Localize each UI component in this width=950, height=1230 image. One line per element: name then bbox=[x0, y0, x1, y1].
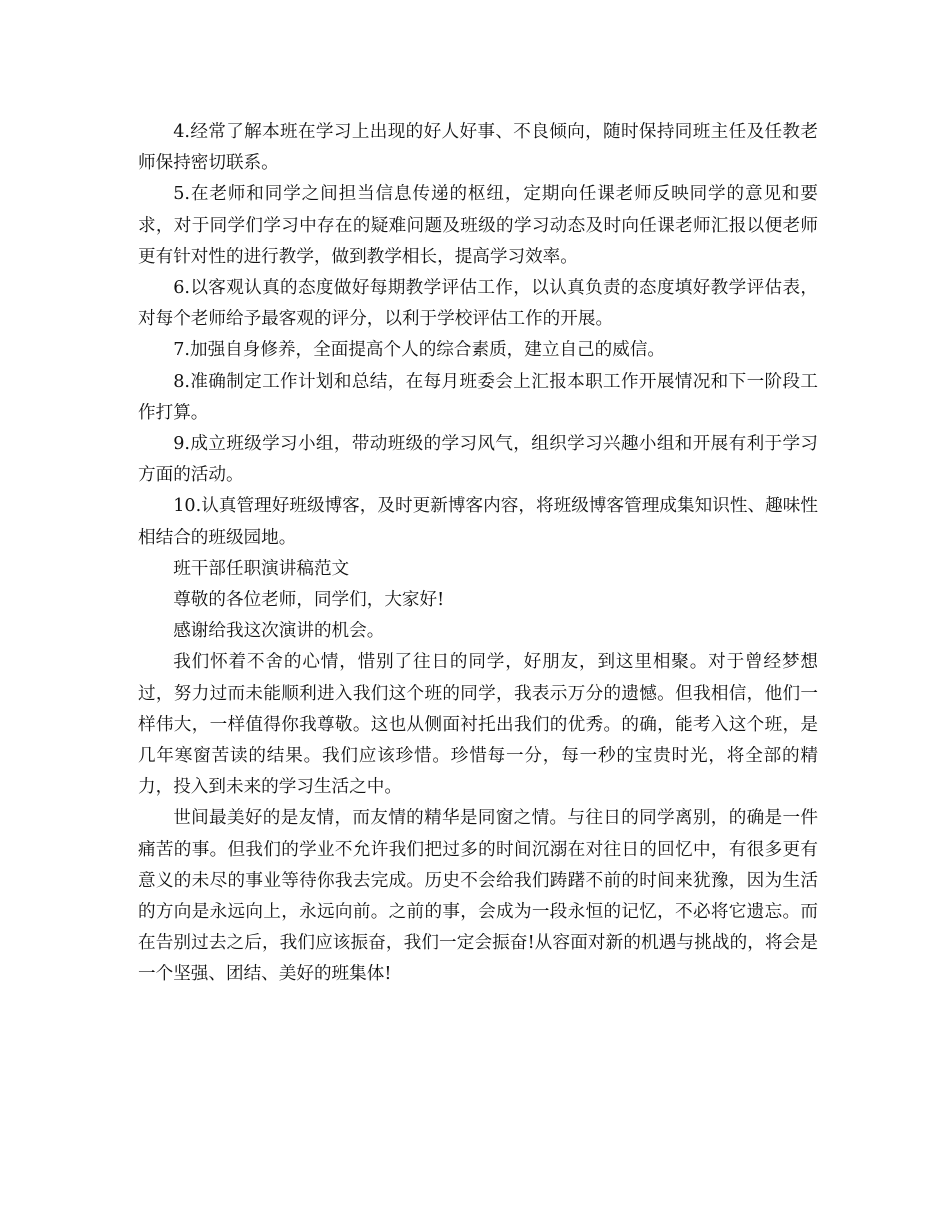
thanks-line: 感谢给我这次演讲的机会。 bbox=[173, 621, 385, 642]
paragraph-item-5: 5.在老师和同学之间担当信息传递的枢纽，定期向任课老师反映同学的意见和要求，对于同学们学习中存在的疑难问题及班级的学习动态及时向任课老师汇报以便老师更有针对性的进行教学，做到教学相长，提高学习效率。 bbox=[138, 184, 818, 267]
document-body bbox=[138, 117, 818, 991]
speech-paragraph: 世间最美好的是友情，而友情的精华是同窗之情。与往日的同学离别，的确是一件痛苦的事。但我们的学业不允许我们把过多的时间沉溺在对往日的回忆中，有很多更有意义的未尽的事业等待你我去完成。历史不会给我们踌躇不前的时间来犹豫，因为生活的方向是永远向上，永远向前。之前的事，会成为一段永恒的记忆，不必将它遗忘。而在告别过去之后，我们应该振奋，我们一定会振奋!从容面对新的机遇与挑战的，将会是一个坚强、团结、美好的班集体! bbox=[138, 808, 818, 985]
paragraph-item-6: 6.以客观认真的态度做好每期教学评估工作，以认真负责的态度填好教学评估表，对每个老师给予最客观的评分，以利于学校评估工作的开展。 bbox=[138, 278, 818, 330]
paragraph-item-10: 10.认真管理好班级博客，及时更新博客内容，将班级博客管理成集知识性、趣味性相结合的班级园地。 bbox=[138, 496, 818, 548]
paragraph-item-7: 7.加强自身修养，全面提高个人的综合素质，建立自己的威信。 bbox=[173, 340, 666, 361]
paragraph-item-9: 9.成立班级学习小组，带动班级的学习风气，组织学习兴趣小组和开展有利于学习方面的活动。 bbox=[138, 434, 818, 486]
section-title: 班干部任职演讲稿范文 bbox=[173, 558, 350, 579]
greeting: 尊敬的各位老师，同学们，大家好! bbox=[173, 590, 445, 611]
paragraph-item-8: 8.准确制定工作计划和总结，在每月班委会上汇报本职工作开展情况和下一阶段工作打算。 bbox=[138, 371, 818, 423]
paragraph-item-4: 4.经常了解本班在学习上出现的好人好事、不良倾向，随时保持同班主任及任教老师保持密切联系。 bbox=[138, 122, 818, 174]
speech-paragraph: 我们怀着不舍的心情，惜别了往日的同学，好朋友，到这里相聚。对于曾经梦想过，努力过而未能顺利进入我们这个班的同学，我表示万分的遗憾。但我相信，他们一样伟大，一样值得你我尊敬。这也从侧面衬托出我们的优秀。的确，能考入这个班，是几年寒窗苦读的结果。我们应该珍惜。珍惜每一分，每一秒的宝贵时光，将全部的精力，投入到未来的学习生活之中。 bbox=[138, 652, 818, 798]
